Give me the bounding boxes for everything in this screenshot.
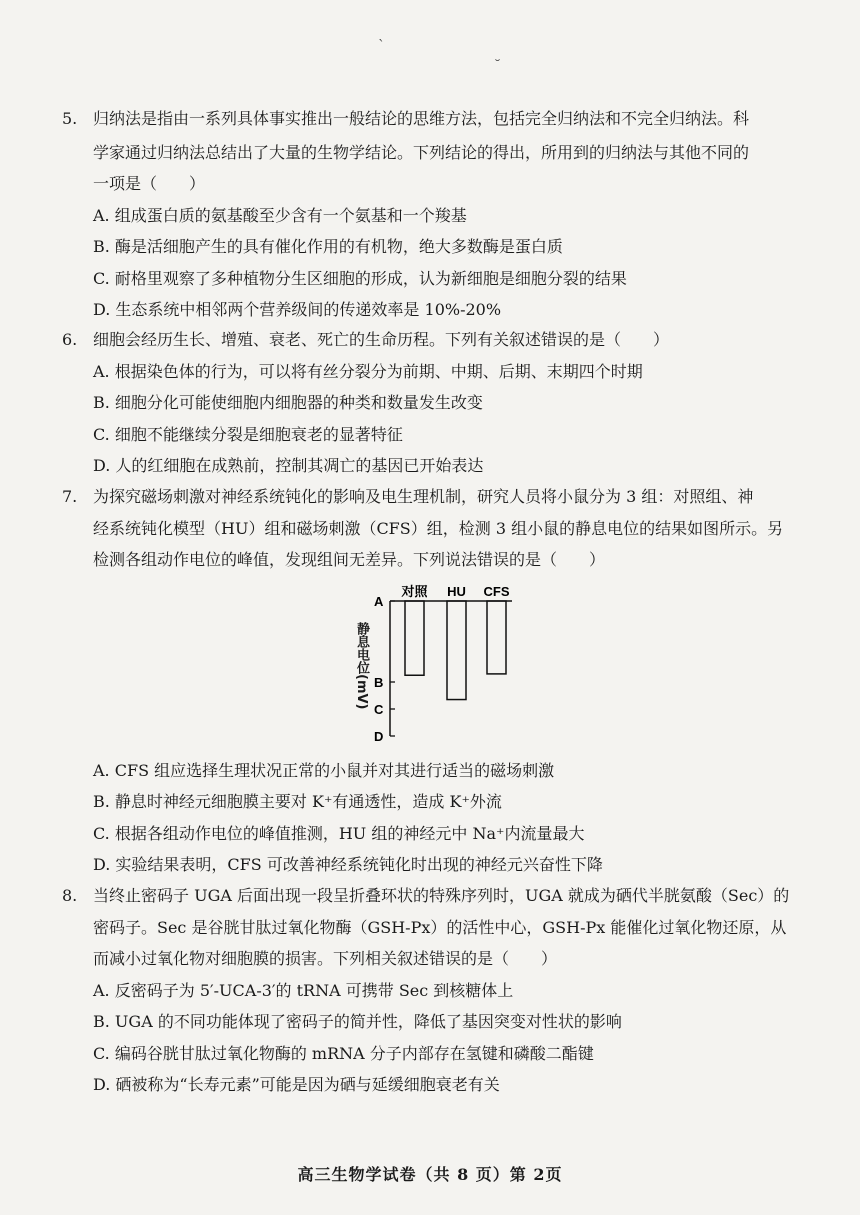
question-number: 8. bbox=[62, 886, 78, 905]
option-b: B. UGA 的不同功能体现了密码子的简并性，降低了基因突变对性状的影响 bbox=[93, 1012, 622, 1031]
y-tick-label-c: C bbox=[374, 702, 384, 717]
question-text-line: 经系统钝化模型（HU）组和磁场刺激（CFS）组，检测 3 组小鼠的静息电位的结果如图所示。另 bbox=[93, 519, 784, 538]
y-tick-label-a: A bbox=[374, 594, 384, 609]
category-label: HU bbox=[447, 584, 466, 599]
question-text-line: 检测各组动作电位的峰值，发现组间无差异。下列说法错误的是（ ） bbox=[93, 550, 606, 569]
question-text-line: 密码子。Sec 是谷胱甘肽过氧化物酶（GSH-Px）的活性中心，GSH-Px 能催化过氧化物还原，从 bbox=[93, 918, 787, 937]
category-label: CFS bbox=[483, 584, 510, 599]
bar-1 bbox=[405, 601, 424, 675]
question-number: 6. bbox=[62, 330, 78, 349]
option-c: C. 编码谷胱甘肽过氧化物酶的 mRNA 分子内部存在氢键和磷酸二酯键 bbox=[93, 1044, 594, 1063]
option-d: D. 硒被称为“长寿元素”可能是因为硒与延缓细胞衰老有关 bbox=[93, 1075, 500, 1094]
bar-3 bbox=[487, 601, 506, 674]
bar-2 bbox=[447, 601, 466, 700]
option-b: B. 酶是活细胞产生的具有催化作用的有机物，绝大多数酶是蛋白质 bbox=[93, 237, 563, 256]
option-c: C. 根据各组动作电位的峰值推测，HU 组的神经元中 Na⁺内流量最大 bbox=[93, 824, 585, 843]
option-d: D. 实验结果表明，CFS 可改善神经系统钝化时出现的神经元兴奋性下降 bbox=[93, 855, 603, 874]
scan-speck: ˘ bbox=[494, 58, 501, 74]
option-a: A. 组成蛋白质的氨基酸至少含有一个氨基和一个羧基 bbox=[93, 206, 467, 225]
question-text-line: 一项是（ ） bbox=[93, 174, 206, 193]
question-text-line: 而减小过氧化物对细胞膜的损害。下列相关叙述错误的是（ ） bbox=[93, 949, 558, 968]
question-text-line: 当终止密码子 UGA 后面出现一段呈折叠环状的特殊序列时，UGA 就成为硒代半胱氨酸（Sec）的 bbox=[93, 886, 790, 905]
option-d: D. 人的红细胞在成熟前，控制其凋亡的基因已开始表达 bbox=[93, 456, 484, 475]
option-b: B. 细胞分化可能使细胞内细胞器的种类和数量发生改变 bbox=[93, 393, 483, 412]
question-number: 5. bbox=[62, 109, 78, 128]
category-label: 对照 bbox=[401, 584, 428, 599]
question-text-line: 学家通过归纳法总结出了大量的生物学结论。下列结论的得出，所用到的归纳法与其他不同的 bbox=[93, 143, 750, 162]
option-c: C. 耐格里观察了多种植物分生区细胞的形成，认为新细胞是细胞分裂的结果 bbox=[93, 269, 627, 288]
option-a: A. CFS 组应选择生理状况正常的小鼠并对其进行适当的磁场刺激 bbox=[93, 761, 555, 780]
question-text-line: 为探究磁场刺激对神经系统钝化的影响及电生理机制，研究人员将小鼠分为 3 组：对照组、神 bbox=[93, 487, 754, 506]
page-footer: 高三生物学试卷（共 8 页）第 2页 bbox=[297, 1165, 563, 1184]
y-tick-label-d: D bbox=[374, 729, 384, 744]
question-number: 7. bbox=[62, 487, 78, 506]
chart-y-axis-label: 静息电位(mV) bbox=[354, 622, 369, 710]
option-c: C. 细胞不能继续分裂是细胞衰老的显著特征 bbox=[93, 425, 403, 444]
question-text-line: 归纳法是指由一系列具体事实推出一般结论的思维方法，包括完全归纳法和不完全归纳法。科 bbox=[93, 109, 750, 128]
option-d: D. 生态系统中相邻两个营养级间的传递效率是 10%-20% bbox=[93, 300, 502, 319]
option-a: A. 反密码子为 5′-UCA-3′的 tRNA 可携带 Sec 到核糖体上 bbox=[93, 981, 514, 1000]
option-b: B. 静息时神经元细胞膜主要对 K⁺有通透性，造成 K⁺外流 bbox=[93, 792, 502, 811]
question-text-line: 细胞会经历生长、增殖、衰老、死亡的生命历程。下列有关叙述错误的是（ ） bbox=[93, 330, 670, 349]
scan-speck: ` bbox=[378, 38, 385, 54]
option-a: A. 根据染色体的行为，可以将有丝分裂分为前期、中期、后期、末期四个时期 bbox=[93, 362, 643, 381]
y-tick-label-b: B bbox=[374, 675, 384, 690]
